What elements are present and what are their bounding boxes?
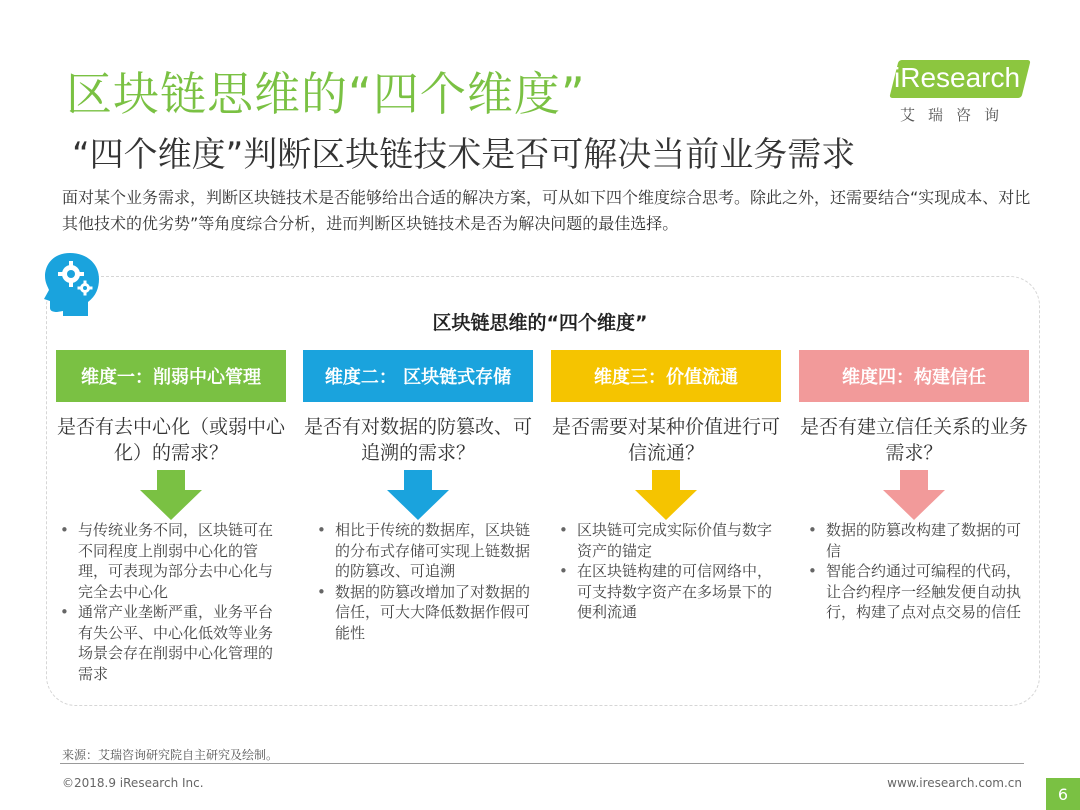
copyright-text: ©2018.9 iResearch Inc. (62, 776, 204, 790)
dimension-1-bullets (58, 520, 280, 684)
source-note: 来源：艾瑞咨询研究院自主研究及绘制。 (62, 748, 279, 762)
down-arrow-icon (140, 470, 202, 520)
logo-wordmark: iResearch (894, 62, 1021, 93)
dimension-2-bullets (315, 520, 537, 643)
dimension-1-question: 是否有去中心化（或弱中心化）的需求？ (56, 416, 285, 464)
page-title: 区块链思维的“四个维度” (66, 67, 586, 121)
page-number: 6 (1046, 778, 1080, 810)
down-arrow-icon (635, 470, 697, 520)
head-gear-icon (40, 250, 104, 316)
page-subtitle: “四个维度”判断区块链技术是否可解决当前业务需求 (72, 135, 856, 175)
panel-title: 区块链思维的“四个维度” (432, 312, 648, 334)
bullet-item: • 智能合约通过可编程的代码，让合约程序一经触发便自动执行，构建了点对点交易的信任 (806, 561, 1028, 623)
dimension-4-header: 维度四：构建信任 (799, 350, 1029, 402)
logo-chinese-name: 艾瑞咨询 (900, 106, 1013, 124)
bullet-item: • 区块链可完成实际价值与数字资产的锚定 (557, 520, 779, 561)
dimension-2-question: 是否有对数据的防篡改、可追溯的需求？ (303, 416, 532, 464)
footer-divider (60, 763, 1024, 764)
iresearch-logo (888, 60, 1028, 130)
dimension-3-header: 维度三：价值流通 (551, 350, 781, 402)
dimension-4-question: 是否有建立信任关系的业务需求？ (799, 416, 1028, 464)
down-arrow-icon (387, 470, 449, 520)
dimension-4-bullets (806, 520, 1028, 623)
intro-paragraph: 面对某个业务需求，判断区块链技术是否能够给出合适的解决方案，可从如下四个维度综合思考。除此之外，还需要结合“实现成本、对比其他技术的优劣势”等角度综合分析，进而判断区块链技术是否为解决问题的最佳选择。 (62, 188, 1031, 233)
dimension-3-question: 是否需要对某种价值进行可信流通？ (551, 416, 780, 464)
bullet-item: • 通常产业垄断严重，业务平台有失公平、中心化低效等业务场景会存在削弱中心化管理的需求 (58, 602, 280, 684)
bullet-item: • 与传统业务不同，区块链可在不同程度上削弱中心化的管理，可表现为部分去中心化与完全去中心化 (58, 520, 280, 602)
down-arrow-icon (883, 470, 945, 520)
website-link[interactable]: www.iresearch.com.cn (887, 776, 1022, 790)
bullet-item: • 数据的防篡改增加了对数据的信任，可大大降低数据作假可能性 (315, 582, 537, 644)
dimension-2-header: 维度二： 区块链式存储 (303, 350, 533, 402)
dimension-1-header: 维度一：削弱中心管理 (56, 350, 286, 402)
bullet-item: • 相比于传统的数据库，区块链的分布式存储可实现上链数据的防篡改、可追溯 (315, 520, 537, 582)
bullet-item: • 数据的防篡改构建了数据的可信 (806, 520, 1028, 561)
bullet-item: • 在区块链构建的可信网络中，可支持数字资产在多场景下的便利流通 (557, 561, 779, 623)
dimension-3-bullets (557, 520, 779, 623)
